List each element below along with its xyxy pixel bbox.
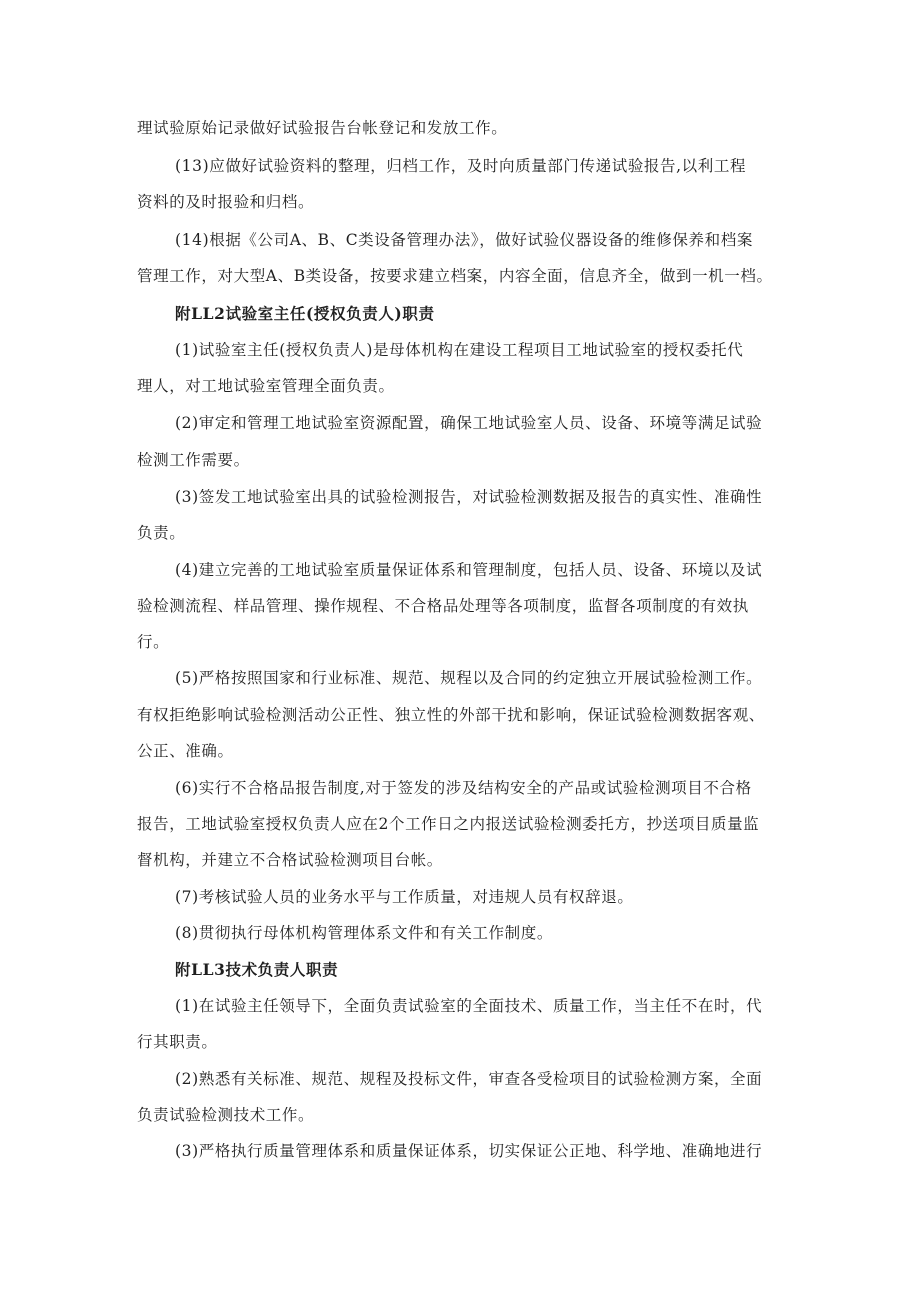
paragraph-line: (14)根据《公司A、B、C类设备管理办法》，做好试验仪器设备的维修保养和档案 (175, 231, 753, 249)
paragraph-line: (13)应做好试验资料的整理，归档工作，及时向质量部门传递试验报告,以利工程 (175, 157, 747, 175)
section-heading-ll3: 附LL3技术负责人职责 (175, 960, 339, 979)
paragraph-line: (4)建立完善的工地试验室质量保证体系和管理制度，包括人员、设备、环境以及试 (175, 561, 763, 579)
paragraph-line: 报告，工地试验室授权负责人应在2个工作日之内报送试验检测委托方，抄送项目质量监 (137, 815, 760, 833)
paragraph-line: 检测工作需要。 (137, 451, 250, 469)
paragraph-line: (3)签发工地试验室出具的试验检测报告，对试验检测数据及报告的真实性、准确性 (175, 488, 763, 506)
paragraph-line: 管理工作，对大型A、B类设备，按要求建立档案，内容全面，信息齐全，做到一机一档。 (137, 267, 773, 285)
paragraph-line: 有权拒绝影响试验检测活动公正性、独立性的外部干扰和影响，保证试验检测数据客观、 (137, 706, 765, 724)
paragraph-line: (1)在试验主任领导下，全面负责试验室的全面技术、质量工作，当主任不在时，代 (175, 997, 763, 1015)
paragraph-line: 理试验原始记录做好试验报告台帐登记和发放工作。 (137, 119, 508, 137)
paragraph-line: (3)严格执行质量管理体系和质量保证体系，切实保证公正地、科学地、准确地进行 (175, 1142, 763, 1160)
paragraph-line: (5)严格按照国家和行业标准、规范、规程以及合同的约定独立开展试验检测工作。 (175, 669, 763, 687)
paragraph-line: (2)审定和管理工地试验室资源配置，确保工地试验室人员、设备、环境等满足试验 (175, 414, 763, 432)
paragraph-line: 公正、准确。 (137, 742, 234, 760)
paragraph-line: 理人，对工地试验室管理全面负责。 (137, 377, 395, 395)
paragraph-line: 负责。 (137, 524, 186, 542)
paragraph-line: 负责试验检测技术工作。 (137, 1106, 315, 1124)
paragraph-line: 督机构，并建立不合格试验检测项目台帐。 (137, 851, 443, 869)
paragraph-line: (8)贯彻执行母体机构管理体系文件和有关工作制度。 (175, 924, 553, 942)
section-heading-ll2: 附LL2试验室主任(授权负责人)职责 (175, 304, 435, 323)
paragraph-line: 资料的及时报验和归档。 (137, 193, 315, 211)
paragraph-line: (1)试验室主任(授权负责人)是母体机构在建设工程项目工地试验室的授权委托代 (175, 341, 744, 359)
paragraph-line: (7)考核试验人员的业务水平与工作质量，对违规人员有权辞退。 (175, 888, 634, 906)
paragraph-line: 验检测流程、样品管理、操作规程、不合格品处理等各项制度，监督各项制度的有效执 (137, 597, 749, 615)
paragraph-line: (2)熟悉有关标准、规范、规程及投标文件，审查各受检项目的试验检测方案，全面 (175, 1070, 763, 1088)
paragraph-line: (6)实行不合格品报告制度,对于签发的涉及结构安全的产品或试验检测项目不合格 (175, 779, 752, 797)
paragraph-line: 行其职责。 (137, 1033, 218, 1051)
paragraph-line: 行。 (137, 633, 170, 651)
